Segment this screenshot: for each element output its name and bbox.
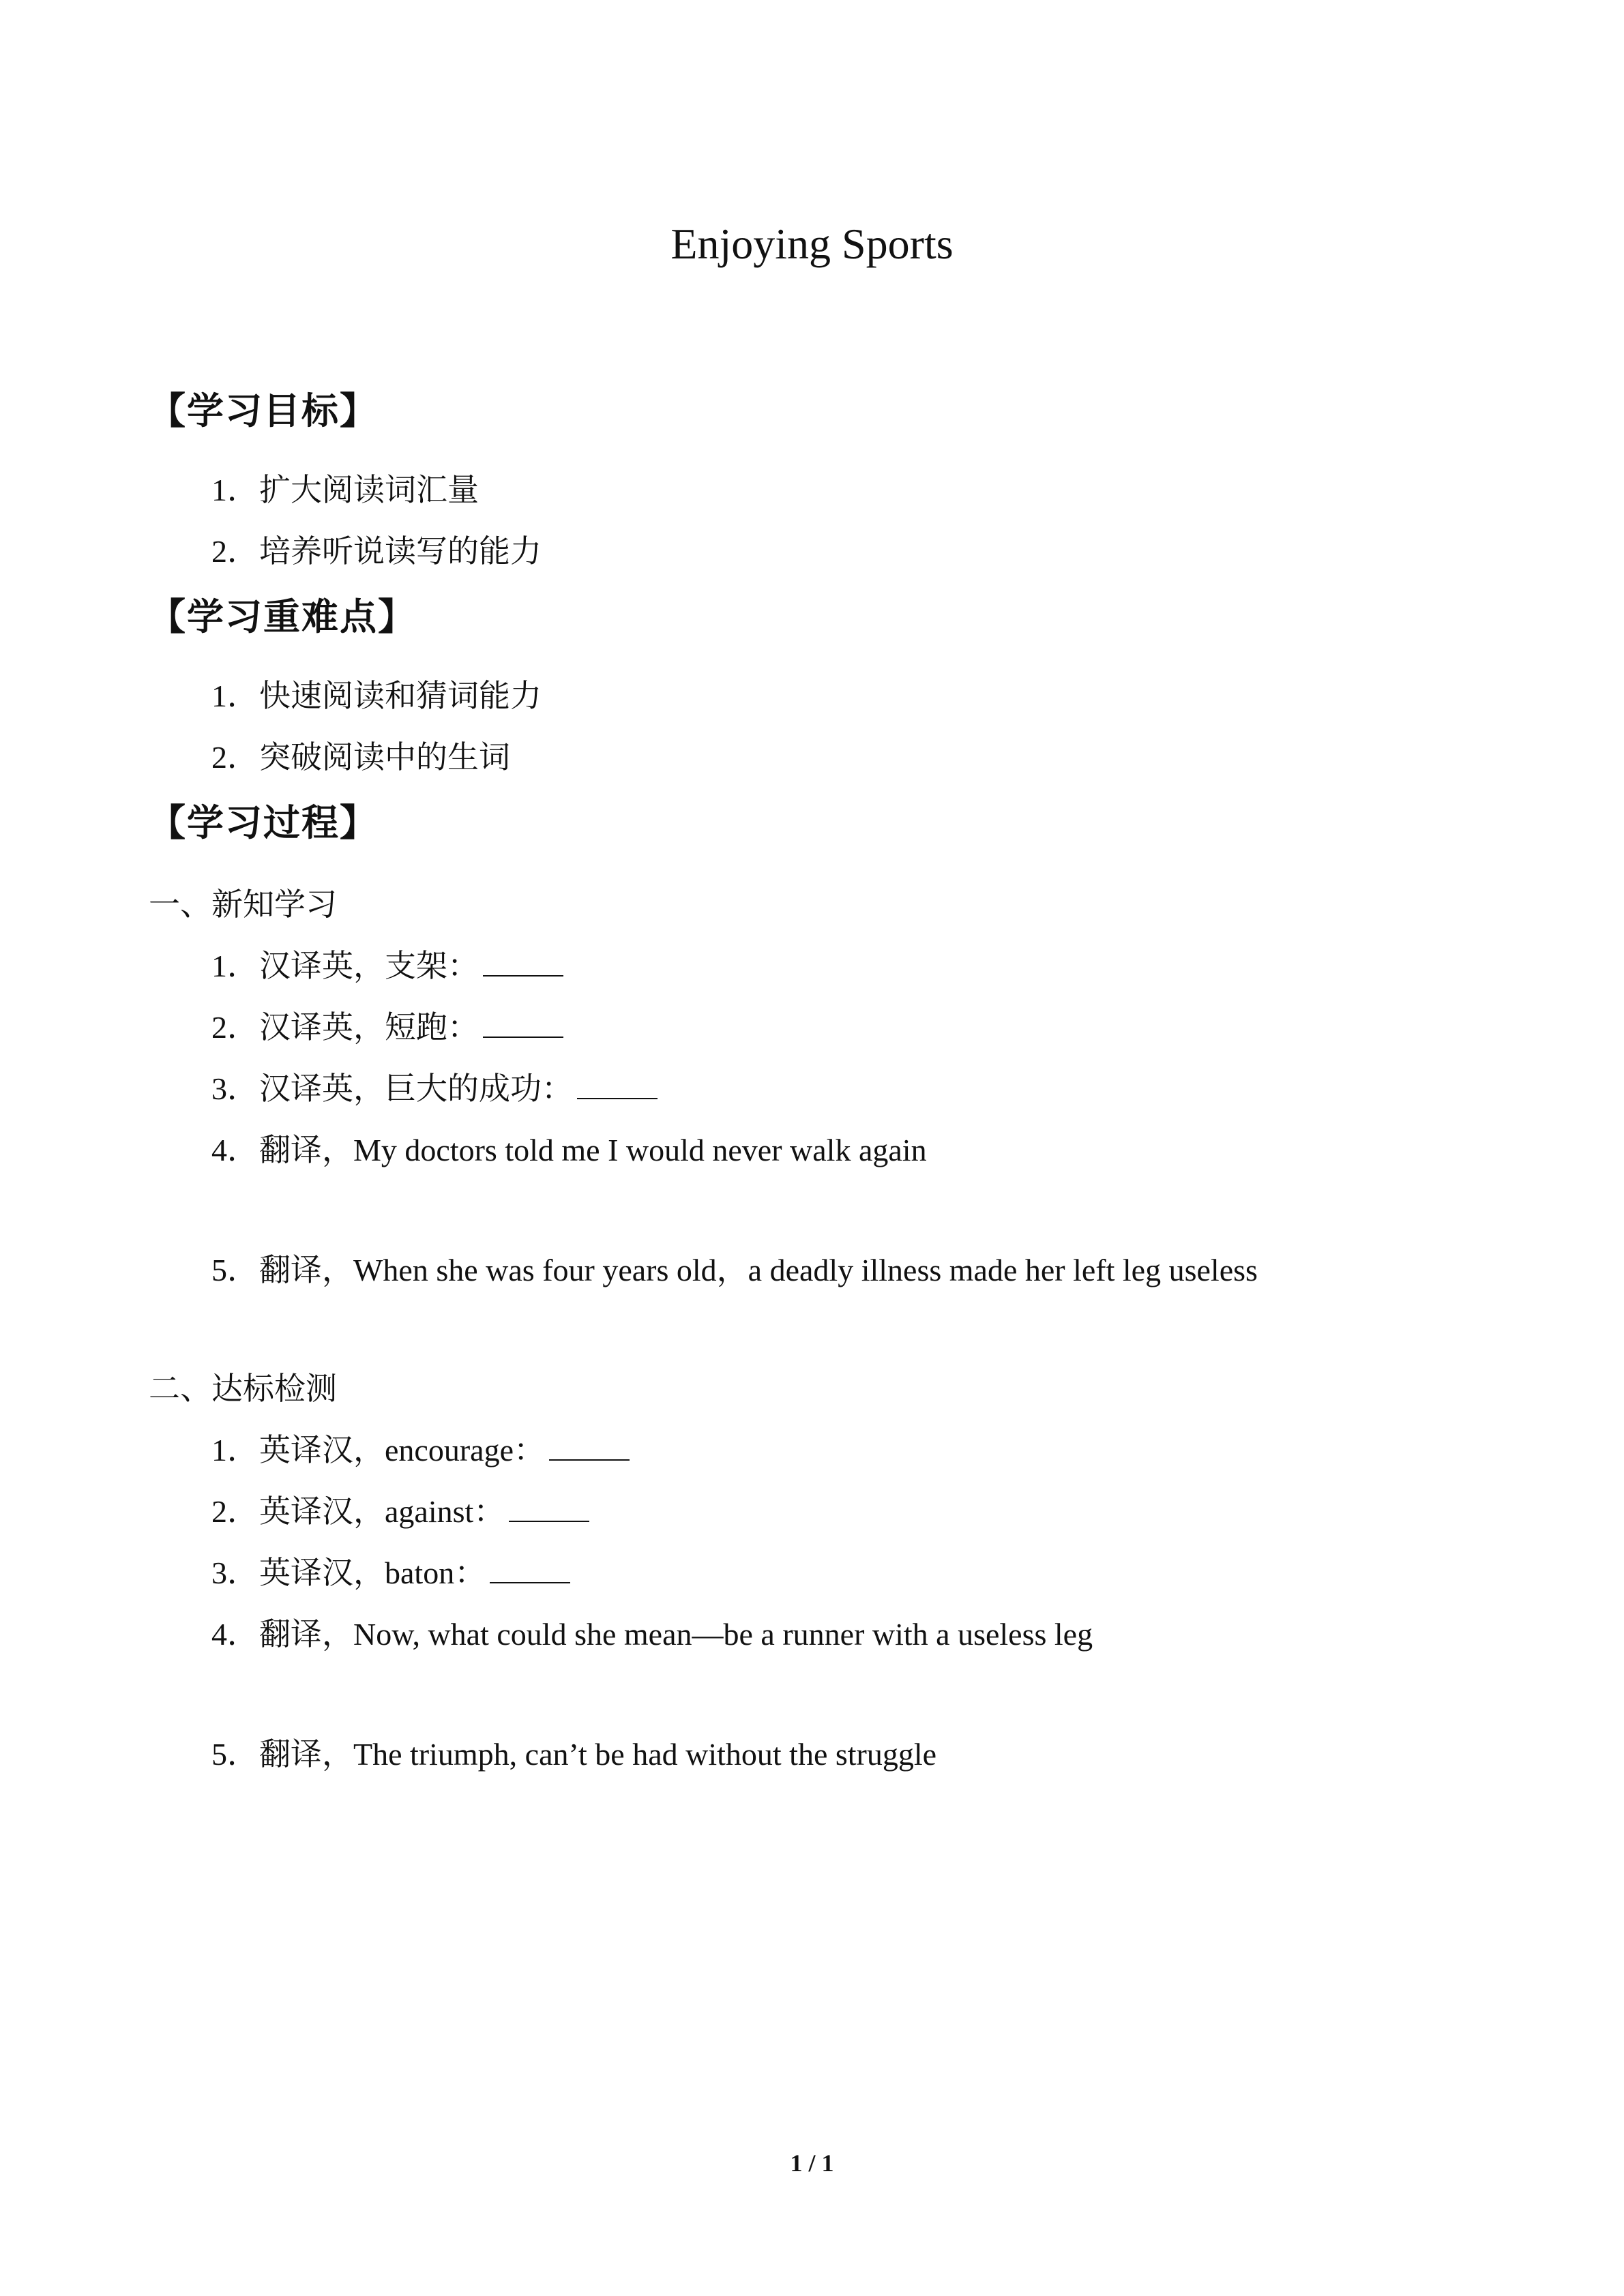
item-prefix: 汉译英，	[259, 947, 385, 984]
section-heading-key-points: 【学习重难点】	[149, 595, 416, 638]
item-prefix: 汉译英，	[259, 1070, 385, 1107]
item-number: 5．	[211, 1737, 259, 1772]
item-number: 2．	[211, 740, 259, 775]
part-label-assessment: 二、达标检测	[149, 1370, 337, 1407]
exercise-item	[211, 1007, 563, 1048]
item-text: 扩大阅读词汇量	[259, 471, 479, 508]
exercise-item	[211, 1249, 1258, 1291]
item-number: 3．	[211, 1071, 259, 1106]
item-prefix: 翻译，	[259, 1615, 353, 1652]
item-text: When she was four years old，a deadly illness made her left leg useless	[353, 1253, 1258, 1287]
answer-blank[interactable]	[549, 1436, 630, 1461]
exercise-item	[211, 1429, 630, 1471]
document-title: Enjoying Sports	[670, 220, 954, 268]
item-text: 突破阅读中的生词	[259, 739, 510, 775]
exercise-item	[211, 1129, 927, 1171]
item-text: against：	[385, 1494, 505, 1529]
item-text: baton：	[385, 1555, 486, 1590]
item-number: 1．	[211, 473, 259, 507]
item-number: 1．	[211, 1433, 259, 1467]
item-number: 2．	[211, 534, 259, 569]
item-number: 5．	[211, 1253, 259, 1287]
exercise-item	[211, 1552, 570, 1594]
exercise-item	[211, 1491, 589, 1532]
answer-blank[interactable]	[577, 1075, 658, 1099]
item-text: 培养听说读写的能力	[259, 533, 542, 569]
item-prefix: 翻译，	[259, 1735, 353, 1772]
item-number: 4．	[211, 1617, 259, 1652]
item-number: 1．	[211, 679, 259, 713]
item-text: 短跑：	[385, 1009, 479, 1045]
page-number: 1 / 1	[790, 2149, 834, 2177]
exercise-item	[211, 1068, 658, 1109]
item-prefix: 汉译英，	[259, 1009, 385, 1045]
item-text: 支架：	[385, 947, 479, 984]
item-prefix: 英译汉，	[259, 1493, 385, 1530]
answer-blank[interactable]	[509, 1497, 589, 1522]
item-text: Now, what could she mean—be a runner with a useless leg	[353, 1617, 1093, 1652]
answer-blank[interactable]	[483, 1013, 563, 1038]
item-number: 1．	[211, 949, 259, 983]
exercise-item	[211, 945, 563, 987]
item-text: 快速阅读和猜词能力	[259, 677, 542, 714]
item-text: The triumph, can’t be had without the struggle	[353, 1737, 937, 1772]
item-prefix: 翻译，	[259, 1251, 353, 1288]
answer-blank[interactable]	[490, 1559, 570, 1583]
list-item	[211, 469, 479, 511]
exercise-item	[211, 1613, 1093, 1655]
part-label-new-learning: 一、新知学习	[149, 886, 337, 923]
list-item	[211, 675, 542, 717]
list-item	[211, 531, 542, 572]
item-number: 4．	[211, 1133, 259, 1167]
item-text: 巨大的成功：	[385, 1070, 573, 1107]
item-text: encourage：	[385, 1433, 545, 1467]
item-number: 2．	[211, 1010, 259, 1045]
exercise-item	[211, 1733, 936, 1775]
section-heading-process: 【学习过程】	[149, 801, 378, 844]
item-prefix: 英译汉，	[259, 1554, 385, 1591]
item-prefix: 翻译，	[259, 1131, 353, 1168]
section-heading-objectives: 【学习目标】	[149, 389, 378, 432]
answer-blank[interactable]	[483, 952, 563, 976]
item-number: 2．	[211, 1494, 259, 1529]
item-number: 3．	[211, 1555, 259, 1590]
list-item	[211, 736, 510, 778]
item-text: My doctors told me I would never walk again	[353, 1133, 927, 1167]
item-prefix: 英译汉，	[259, 1431, 385, 1468]
